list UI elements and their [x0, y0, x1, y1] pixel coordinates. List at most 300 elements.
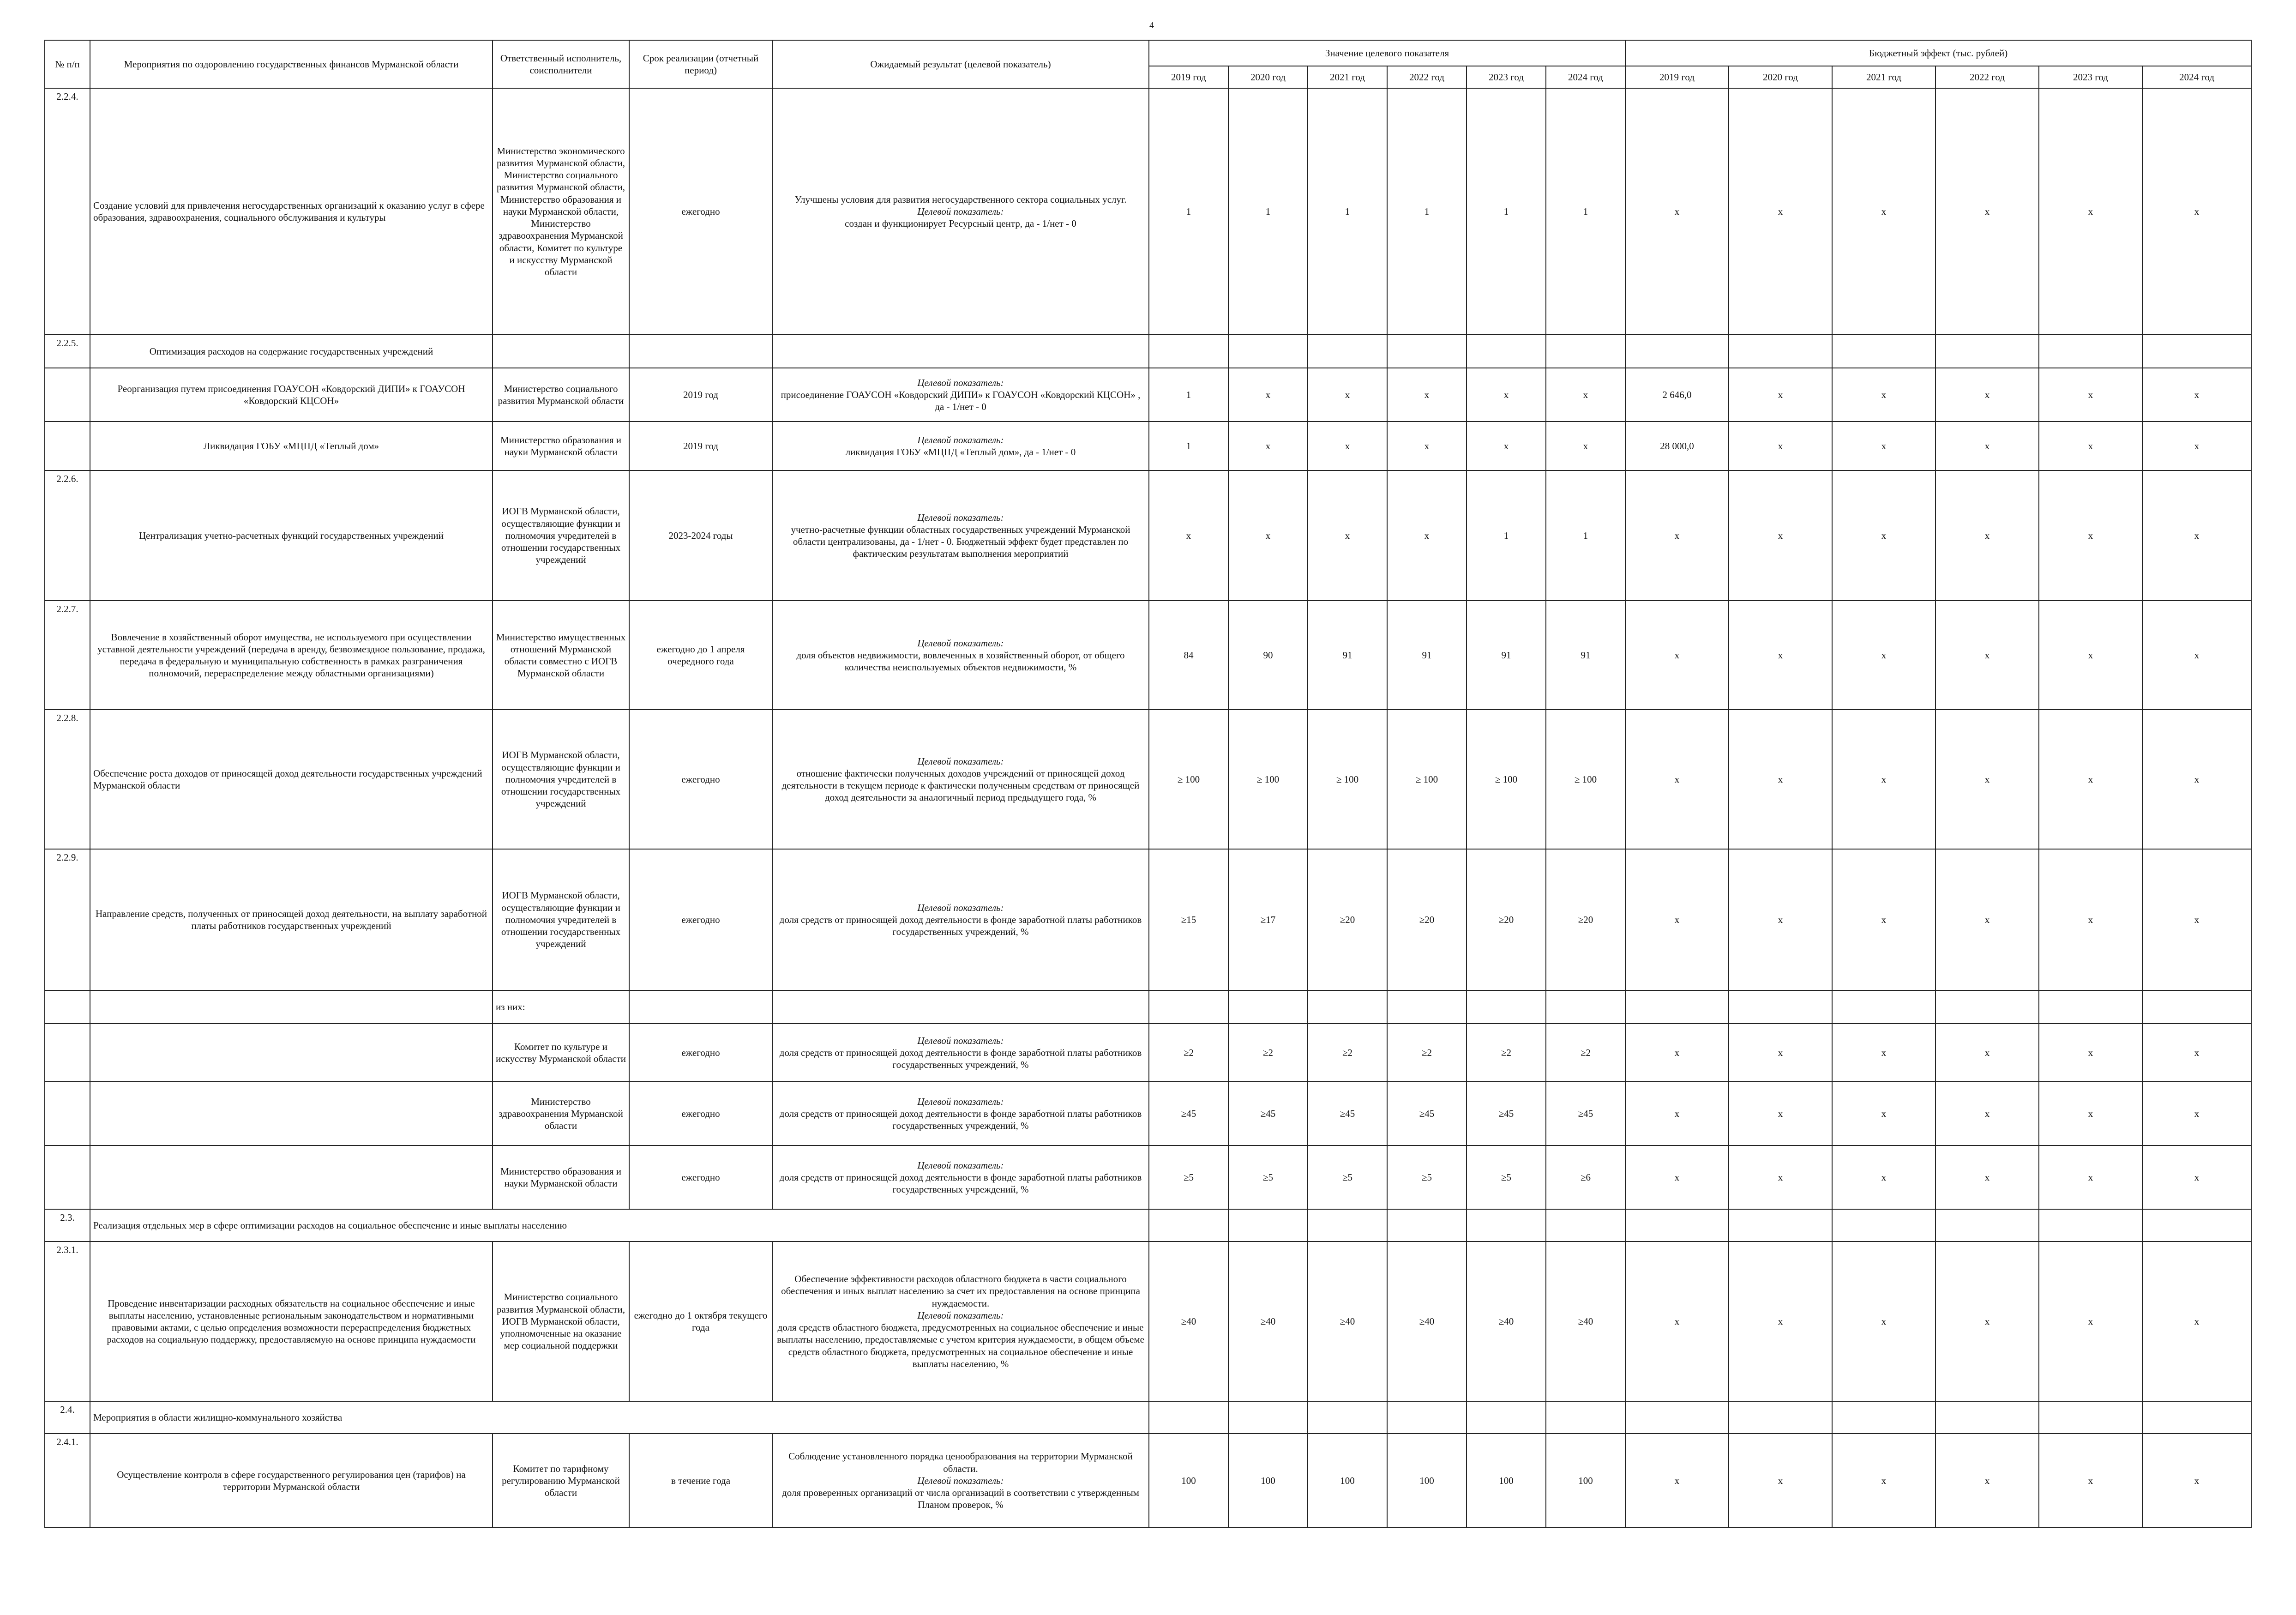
target-value: x: [1149, 470, 1228, 601]
target-value: ≥2: [1467, 1024, 1546, 1082]
target-value: ≥40: [1387, 1241, 1467, 1401]
target-value: x: [1308, 368, 1387, 422]
empty-value-cell: [1832, 990, 1935, 1024]
budget-effect-value: x: [1935, 1145, 2039, 1209]
target-value: 1: [1467, 88, 1546, 335]
empty-value-cell: [2039, 335, 2142, 368]
target-indicator-label: Целевой показатель:: [917, 1159, 1004, 1171]
target-value: ≥5: [1228, 1145, 1308, 1209]
header-budget-group: Бюджетный эффект (тыс. рублей): [1625, 40, 2251, 66]
budget-effect-value: x: [2142, 1145, 2251, 1209]
target-value: ≥2: [1387, 1024, 1467, 1082]
section-title: Оптимизация расходов на содержание государственных учреждений: [90, 335, 493, 368]
budget-effect-value: x: [2142, 710, 2251, 849]
target-indicator-label: Целевой показатель:: [917, 205, 1004, 217]
deadline: ежегодно: [629, 710, 772, 849]
target-indicator-text: ликвидация ГОБУ «МЦПД «Теплый дом», да - 1/нет - 0: [845, 446, 1076, 458]
empty-value-cell: [1467, 990, 1546, 1024]
empty-value-cell: [1387, 1401, 1467, 1434]
target-indicator-label: Целевой показатель:: [917, 377, 1004, 388]
target-value: 1: [1546, 88, 1625, 335]
target-value: ≥5: [1387, 1145, 1467, 1209]
target-indicator-text: доля объектов недвижимости, вовлеченных в хозяйственный оборот, от общего количества неиспользуемых объектов недвижимости, %: [796, 649, 1125, 673]
target-indicator-text: доля средств от приносящей доход деятельности в фонде заработной платы работников государственных учреждений, %: [779, 1108, 1142, 1132]
empty-value-cell: [1467, 1401, 1546, 1434]
target-indicator-label: Целевой показатель:: [917, 434, 1004, 446]
row-number: 2.2.4.: [45, 88, 90, 335]
target-value: ≥40: [1228, 1241, 1308, 1401]
empty-value-cell: [1935, 990, 2039, 1024]
empty-value-cell: [1228, 335, 1308, 368]
budget-effect-value: x: [2142, 470, 2251, 601]
table-row: [45, 88, 2251, 335]
target-value: ≥45: [1546, 1082, 1625, 1145]
expected-result: [772, 849, 1149, 990]
row-number-empty: [45, 1024, 90, 1082]
result-intro: Обеспечение эффективности расходов областного бюджета в части социального обеспечения и иных выплат населению за счет их предоставления на основе принципа нуждаемости.: [781, 1273, 1140, 1309]
empty-value-cell: [1729, 1401, 1832, 1434]
row-number: 2.3.1.: [45, 1241, 90, 1401]
empty-value-cell: [1387, 990, 1467, 1024]
header-target-year: 2022 год: [1387, 66, 1467, 88]
budget-effect-value: x: [2039, 1082, 2142, 1145]
empty-value-cell: [2039, 990, 2142, 1024]
target-value: 91: [1546, 601, 1625, 710]
expected-result: [772, 1434, 1149, 1528]
empty-value-cell: [2039, 1209, 2142, 1241]
target-value: ≥ 100: [1228, 710, 1308, 849]
budget-effect-value: x: [1729, 470, 1832, 601]
event-description: Направление средств, полученных от приносящей доход деятельности, на выплату заработной платы работников государственных учреждений: [90, 849, 493, 990]
empty-value-cell: [1546, 1209, 1625, 1241]
budget-effect-value: x: [1832, 1241, 1935, 1401]
executor: ИОГВ Мурманской области, осуществляющие функции и полномочия учредителей в отношении государственных учреждений: [493, 470, 629, 601]
executor: ИОГВ Мурманской области, осуществляющие функции и полномочия учредителей в отношении государственных учреждений: [493, 710, 629, 849]
budget-effect-value: x: [1935, 368, 2039, 422]
table-row: [45, 1401, 2251, 1434]
table-row: [45, 990, 2251, 1024]
target-value: 100: [1228, 1434, 1308, 1528]
empty-value-cell: [1935, 335, 2039, 368]
target-value: 1: [1149, 368, 1228, 422]
budget-effect-value: x: [1729, 1082, 1832, 1145]
budget-effect-value: x: [1832, 368, 1935, 422]
budget-effect-value: x: [2142, 1082, 2251, 1145]
empty-value-cell: [1729, 335, 1832, 368]
target-value: x: [1228, 368, 1308, 422]
event-description: Централизация учетно-расчетных функций государственных учреждений: [90, 470, 493, 601]
budget-effect-value: x: [1729, 422, 1832, 470]
header-event: Мероприятия по оздоровлению государственных финансов Мурманской области: [90, 40, 493, 88]
target-value: ≥40: [1308, 1241, 1387, 1401]
budget-effect-value: x: [1832, 710, 1935, 849]
budget-effect-value: x: [1625, 1082, 1729, 1145]
budget-effect-value: x: [1935, 422, 2039, 470]
result-intro: Улучшены условия для развития негосударственного сектора социальных услуг.: [794, 193, 1127, 205]
empty-value-cell: [1546, 1401, 1625, 1434]
header-budget-year: 2023 год: [2039, 66, 2142, 88]
empty-value-cell: [1228, 1401, 1308, 1434]
target-value: ≥17: [1228, 849, 1308, 990]
budget-effect-value: 28 000,0: [1625, 422, 1729, 470]
budget-effect-value: x: [1832, 88, 1935, 335]
header-target-year: 2023 год: [1467, 66, 1546, 88]
budget-effect-value: x: [2039, 1434, 2142, 1528]
empty-value-cell: [1546, 990, 1625, 1024]
target-value: ≥45: [1308, 1082, 1387, 1145]
header-executor: Ответственный исполнитель, соисполнители: [493, 40, 629, 88]
target-value: ≥40: [1546, 1241, 1625, 1401]
empty-value-cell: [1149, 990, 1228, 1024]
table-row: [45, 1082, 2251, 1145]
budget-effect-value: x: [1729, 1145, 1832, 1209]
budget-effect-value: x: [1832, 1145, 1935, 1209]
budget-effect-value: x: [2039, 422, 2142, 470]
target-indicator-label: Целевой показатель:: [917, 902, 1004, 913]
result-intro: Соблюдение установленного порядка ценообразования на территории Мурманской области.: [788, 1451, 1133, 1474]
target-value: 1: [1387, 88, 1467, 335]
empty-value-cell: [1149, 1209, 1228, 1241]
target-value: ≥ 100: [1467, 710, 1546, 849]
event-description: Реорганизация путем присоединения ГОАУСОН «Ковдорский ДИПИ» к ГОАУСОН «Ковдорский КЦСОН»: [90, 368, 493, 422]
target-indicator-text: доля проверенных организаций от числа организаций в соответствии с утвержденным Планом проверок, %: [782, 1487, 1139, 1511]
empty-value-cell: [1625, 1209, 1729, 1241]
table-row: [45, 335, 2251, 368]
row-number-empty: [45, 1082, 90, 1145]
budget-effect-value: x: [1832, 1434, 1935, 1528]
target-value: ≥40: [1149, 1241, 1228, 1401]
empty-value-cell: [2142, 335, 2251, 368]
target-value: 1: [1467, 470, 1546, 601]
budget-effect-value: x: [1625, 1145, 1729, 1209]
target-value: ≥20: [1546, 849, 1625, 990]
budget-effect-value: 2 646,0: [1625, 368, 1729, 422]
expected-result: [772, 368, 1149, 422]
table-row: [45, 849, 2251, 990]
target-indicator-text: создан и функционирует Ресурсный центр, да - 1/нет - 0: [845, 218, 1076, 229]
executor-cell-empty: [493, 335, 629, 368]
empty-value-cell: [2142, 990, 2251, 1024]
target-indicator-text: доля средств от приносящей доход деятельности в фонде заработной платы работников государственных учреждений, %: [779, 1047, 1142, 1071]
section-title: Реализация отдельных мер в сфере оптимизации расходов на социальное обеспечение и иные выплаты населению: [90, 1209, 1149, 1241]
empty-value-cell: [1387, 335, 1467, 368]
target-value: 100: [1546, 1434, 1625, 1528]
budget-effect-value: x: [2142, 368, 2251, 422]
target-value: 100: [1149, 1434, 1228, 1528]
executor: Министерство социального развития Мурманской области: [493, 368, 629, 422]
budget-effect-value: x: [1935, 470, 2039, 601]
empty-value-cell: [1149, 335, 1228, 368]
target-value: 90: [1228, 601, 1308, 710]
target-value: 91: [1387, 601, 1467, 710]
empty-value-cell: [2142, 1209, 2251, 1241]
target-value: ≥2: [1308, 1024, 1387, 1082]
deadline-cell-empty: [629, 335, 772, 368]
target-value: x: [1228, 422, 1308, 470]
target-value: x: [1387, 470, 1467, 601]
empty-value-cell: [1308, 1209, 1387, 1241]
executor: Министерство социального развития Мурманской области, ИОГВ Мурманской области, уполномоченные на оказание мер социальной поддержки: [493, 1241, 629, 1401]
deadline: ежегодно: [629, 1082, 772, 1145]
budget-effect-value: x: [2039, 368, 2142, 422]
row-number-empty: [45, 422, 90, 470]
budget-effect-value: x: [1729, 710, 1832, 849]
expected-result: [772, 1145, 1149, 1209]
target-value: 1: [1149, 422, 1228, 470]
deadline: в течение года: [629, 1434, 772, 1528]
expected-result: [772, 601, 1149, 710]
target-indicator-text: доля средств от приносящей доход деятельности в фонде заработной платы работников государственных учреждений, %: [779, 1171, 1142, 1195]
empty-value-cell: [1308, 990, 1387, 1024]
budget-effect-value: x: [1729, 1241, 1832, 1401]
target-indicator-text: доля средств областного бюджета, предусмотренных на социальное обеспечение и иные выплаты населению, предоставляемые с учетом критерия нуждаемости, в общем объеме средств областного бюджета, предусмотренных на социальное обеспечение и иные выплаты населению, %: [777, 1322, 1144, 1369]
budget-effect-value: x: [1729, 849, 1832, 990]
header-target-group: Значение целевого показателя: [1149, 40, 1625, 66]
event-cell-empty: [90, 1082, 493, 1145]
target-value: ≥ 100: [1149, 710, 1228, 849]
budget-effect-value: x: [2039, 1024, 2142, 1082]
executor: Комитет по культуре и искусству Мурманской области: [493, 1024, 629, 1082]
budget-effect-value: x: [2142, 422, 2251, 470]
target-indicator-text: доля средств от приносящей доход деятельности в фонде заработной платы работников государственных учреждений, %: [779, 914, 1142, 938]
budget-effect-value: x: [1729, 1434, 1832, 1528]
empty-value-cell: [1935, 1401, 2039, 1434]
budget-effect-value: x: [1625, 849, 1729, 990]
budget-effect-value: x: [2142, 601, 2251, 710]
budget-effect-value: x: [2039, 849, 2142, 990]
target-value: ≥5: [1467, 1145, 1546, 1209]
target-value: ≥15: [1149, 849, 1228, 990]
executor: Комитет по тарифному регулированию Мурманской области: [493, 1434, 629, 1528]
empty-value-cell: [1729, 990, 1832, 1024]
row-number: 2.3.: [45, 1209, 90, 1241]
target-value: 91: [1467, 601, 1546, 710]
empty-value-cell: [1228, 1209, 1308, 1241]
page-number: 4: [1149, 20, 1154, 30]
budget-effect-value: x: [1625, 710, 1729, 849]
budget-effect-value: x: [1832, 601, 1935, 710]
deadline: ежегодно до 1 апреля очередного года: [629, 601, 772, 710]
target-value: x: [1387, 368, 1467, 422]
target-value: ≥45: [1387, 1082, 1467, 1145]
budget-effect-value: x: [2142, 1434, 2251, 1528]
empty-value-cell: [1935, 1209, 2039, 1241]
empty-value-cell: [1149, 1401, 1228, 1434]
table-row: [45, 601, 2251, 710]
budget-effect-value: x: [2039, 1145, 2142, 1209]
row-number: 2.2.7.: [45, 601, 90, 710]
target-value: x: [1228, 470, 1308, 601]
section-title: Мероприятия в области жилищно-коммунального хозяйства: [90, 1401, 1149, 1434]
expected-result: [772, 1241, 1149, 1401]
executor: Министерство здравоохранения Мурманской области: [493, 1082, 629, 1145]
table-row: [45, 1024, 2251, 1082]
budget-effect-value: x: [1935, 710, 2039, 849]
empty-value-cell: [1832, 1209, 1935, 1241]
target-indicator-text: учетно-расчетные функции областных государственных учреждений Мурманской области централизованы, да - 1/нет - 0. Бюджетный эффект будет представлен по фактическим результатам выполнения мероприятий: [791, 524, 1130, 560]
event-description: Осуществление контроля в сфере государственного регулирования цен (тарифов) на территории Мурманской области: [90, 1434, 493, 1528]
table-row: [45, 422, 2251, 470]
header-deadline: Срок реализации (отчетный период): [629, 40, 772, 88]
row-number: 2.2.5.: [45, 335, 90, 368]
empty-value-cell: [1625, 1401, 1729, 1434]
target-value: ≥45: [1149, 1082, 1228, 1145]
header-budget-year: 2022 год: [1935, 66, 2039, 88]
header-num: № п/п: [45, 40, 90, 88]
event-cell-empty: [90, 990, 493, 1024]
table-row: [45, 470, 2251, 601]
budget-effect-value: x: [2142, 88, 2251, 335]
budget-effect-value: x: [2142, 849, 2251, 990]
header-target-year: 2021 год: [1308, 66, 1387, 88]
empty-value-cell: [1308, 335, 1387, 368]
target-indicator-label: Целевой показатель:: [917, 755, 1004, 767]
expected-result: [772, 470, 1149, 601]
budget-effect-value: x: [1729, 88, 1832, 335]
empty-value-cell: [1308, 1401, 1387, 1434]
target-value: ≥6: [1546, 1145, 1625, 1209]
empty-value-cell: [1832, 1401, 1935, 1434]
empty-value-cell: [1387, 1209, 1467, 1241]
budget-effect-value: x: [1935, 601, 2039, 710]
header-target-year: 2019 год: [1149, 66, 1228, 88]
deadline: 2019 год: [629, 368, 772, 422]
target-value: ≥20: [1387, 849, 1467, 990]
target-value: x: [1546, 368, 1625, 422]
target-value: x: [1546, 422, 1625, 470]
target-value: x: [1308, 470, 1387, 601]
event-cell-empty: [90, 1145, 493, 1209]
empty-value-cell: [1467, 335, 1546, 368]
target-value: ≥ 100: [1546, 710, 1625, 849]
event-cell-empty: [90, 1024, 493, 1082]
target-indicator-label: Целевой показатель:: [917, 1035, 1004, 1046]
table-body: [45, 88, 2251, 1528]
deadline: 2023-2024 годы: [629, 470, 772, 601]
row-number-empty: [45, 368, 90, 422]
budget-effect-value: x: [1625, 88, 1729, 335]
budget-effect-value: x: [2039, 1241, 2142, 1401]
target-value: x: [1387, 422, 1467, 470]
event-description: Создание условий для привлечения негосударственных организаций к оказанию услуг в сфере образования, здравоохранения, социального обслуживания и культуры: [90, 88, 493, 335]
budget-effect-value: x: [2039, 601, 2142, 710]
target-value: x: [1467, 422, 1546, 470]
budget-effect-value: x: [2039, 710, 2142, 849]
empty-value-cell: [1546, 335, 1625, 368]
budget-effect-value: x: [2142, 1024, 2251, 1082]
target-value: ≥5: [1149, 1145, 1228, 1209]
empty-value-cell: [2142, 1401, 2251, 1434]
result-cell-empty: [772, 335, 1149, 368]
target-indicator-label: Целевой показатель:: [917, 1096, 1004, 1107]
target-value: 91: [1308, 601, 1387, 710]
executor: Министерство экономического развития Мурманской области, Министерство социального развития Мурманской области, Министерство образования и науки Мурманской области, Министерство здравоохранения Мурманской области, Комитет по культуре и искусству Мурманской области: [493, 88, 629, 335]
header-budget-year: 2019 год: [1625, 66, 1729, 88]
budget-effect-value: x: [1729, 1024, 1832, 1082]
executor: Министерство образования и науки Мурманской области: [493, 422, 629, 470]
header-budget-year: 2024 год: [2142, 66, 2251, 88]
budget-effect-value: x: [1935, 849, 2039, 990]
budget-effect-value: x: [1935, 1082, 2039, 1145]
event-description: Проведение инвентаризации расходных обязательств на социальное обеспечение и иные выплаты населению, установленные региональным законодательством и нормативными правовыми актами, с целью определения возможности перераспределения бюджетных расходов на социальную поддержку, предоставляемую на основе принципа нуждаемости: [90, 1241, 493, 1401]
expected-result: [772, 88, 1149, 335]
event-description: Ликвидация ГОБУ «МЦПД «Теплый дом»: [90, 422, 493, 470]
target-value: 1: [1228, 88, 1308, 335]
target-value: ≥45: [1467, 1082, 1546, 1145]
executor: Министерство имущественных отношений Мурманской области совместно с ИОГВ Мурманской области: [493, 601, 629, 710]
deadline: ежегодно до 1 октября текущего года: [629, 1241, 772, 1401]
budget-effect-value: x: [1625, 1241, 1729, 1401]
budget-effect-value: x: [2039, 88, 2142, 335]
table-row: [45, 1434, 2251, 1528]
table-row: [45, 368, 2251, 422]
row-number-empty: [45, 990, 90, 1024]
executor-note: из них:: [493, 990, 629, 1024]
row-number: 2.2.8.: [45, 710, 90, 849]
target-value: 1: [1308, 88, 1387, 335]
expected-result: [772, 422, 1149, 470]
target-value: ≥5: [1308, 1145, 1387, 1209]
empty-value-cell: [1625, 335, 1729, 368]
expected-result: [772, 1024, 1149, 1082]
budget-effect-value: x: [1729, 601, 1832, 710]
budget-effect-value: x: [2039, 470, 2142, 601]
header-result: Ожидаемый результат (целевой показатель): [772, 40, 1149, 88]
empty-value-cell: [1625, 990, 1729, 1024]
header-budget-year: 2021 год: [1832, 66, 1935, 88]
target-value: x: [1308, 422, 1387, 470]
budget-effect-value: x: [1625, 1434, 1729, 1528]
deadline: ежегодно: [629, 1145, 772, 1209]
table-row: [45, 710, 2251, 849]
deadline: ежегодно: [629, 849, 772, 990]
empty-value-cell: [1467, 1209, 1546, 1241]
target-indicator-text: отношение фактически полученных доходов учреждений от приносящей доход деятельности в текущем периоде к фактически полученным средствам от приносящей доход деятельности за аналогичный период предыдущего года, %: [781, 767, 1140, 803]
target-value: ≥2: [1149, 1024, 1228, 1082]
row-number: 2.4.: [45, 1401, 90, 1434]
executor: Министерство образования и науки Мурманской области: [493, 1145, 629, 1209]
target-value: ≥40: [1467, 1241, 1546, 1401]
target-value: ≥20: [1308, 849, 1387, 990]
target-value: ≥ 100: [1387, 710, 1467, 849]
target-value: 1: [1149, 88, 1228, 335]
row-number: 2.4.1.: [45, 1434, 90, 1528]
target-value: ≥2: [1546, 1024, 1625, 1082]
header-target-year: 2020 год: [1228, 66, 1308, 88]
row-number-empty: [45, 1145, 90, 1209]
table-row: [45, 1209, 2251, 1241]
target-indicator-text: присоединение ГОАУСОН «Ковдорский ДИПИ» к ГОАУСОН «Ковдорский КЦСОН» , да - 1/нет - 0: [781, 389, 1141, 413]
deadline: ежегодно: [629, 1024, 772, 1082]
empty-value-cell: [1228, 990, 1308, 1024]
target-value: ≥2: [1228, 1024, 1308, 1082]
expected-result: [772, 1082, 1149, 1145]
target-value: 1: [1546, 470, 1625, 601]
target-value: 100: [1387, 1434, 1467, 1528]
budget-effect-value: x: [1832, 849, 1935, 990]
event-description: Обеспечение роста доходов от приносящей доход деятельности государственных учреждений Мурманской области: [90, 710, 493, 849]
budget-effect-value: x: [1832, 1082, 1935, 1145]
table-row: [45, 1145, 2251, 1209]
target-value: 100: [1467, 1434, 1546, 1528]
budget-effect-value: x: [1935, 1434, 2039, 1528]
target-value: 100: [1308, 1434, 1387, 1528]
empty-value-cell: [1832, 335, 1935, 368]
budget-effect-value: x: [1935, 1024, 2039, 1082]
target-indicator-label: Целевой показатель:: [917, 637, 1004, 649]
deadline: 2019 год: [629, 422, 772, 470]
budget-effect-value: x: [1625, 470, 1729, 601]
